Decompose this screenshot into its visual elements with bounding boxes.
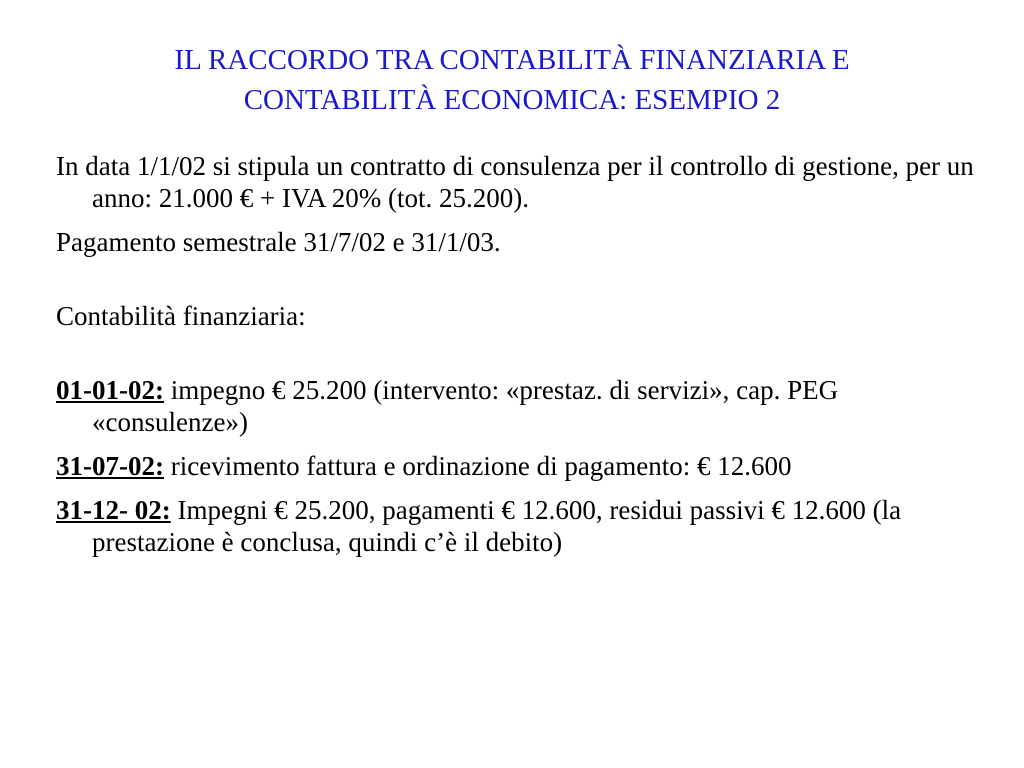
entry-item [56, 494, 986, 558]
entry-date: 31-07-02: [56, 451, 164, 481]
intro-contract-text: In data 1/1/02 si stipula un contratto di consulenza per il controllo di gestione, per un anno: 21.000 € + IVA 20% (tot. 25.200). [56, 151, 974, 213]
slide-body [56, 150, 986, 558]
section-heading: Contabilità finanziaria: [56, 301, 306, 331]
title-line-2: CONTABILITÀ ECONOMICA: ESEMPIO 2 [243, 84, 781, 116]
title-line-1: IL RACCORDO TRA CONTABILITÀ FINANZIARIA E [174, 44, 850, 76]
entry-item [56, 374, 986, 438]
entry-date: 01-01-02: [56, 375, 164, 405]
entry-item [56, 450, 986, 482]
slide-title [40, 40, 984, 120]
intro-payment-text: Pagamento semestrale 31/7/02 e 31/1/03. [56, 227, 501, 257]
entry-text: Impegni € 25.200, pagamenti € 12.600, residui passivi € 12.600 (la prestazione è conclusa, quindi c’è il debito) [92, 495, 902, 557]
entry-text: impegno € 25.200 (intervento: «prestaz. di servizi», cap. PEG «consulenze») [92, 375, 839, 437]
entry-date: 31-12- 02: [56, 495, 171, 525]
entry-text: ricevimento fattura e ordinazione di pagamento: € 12.600 [163, 451, 792, 481]
